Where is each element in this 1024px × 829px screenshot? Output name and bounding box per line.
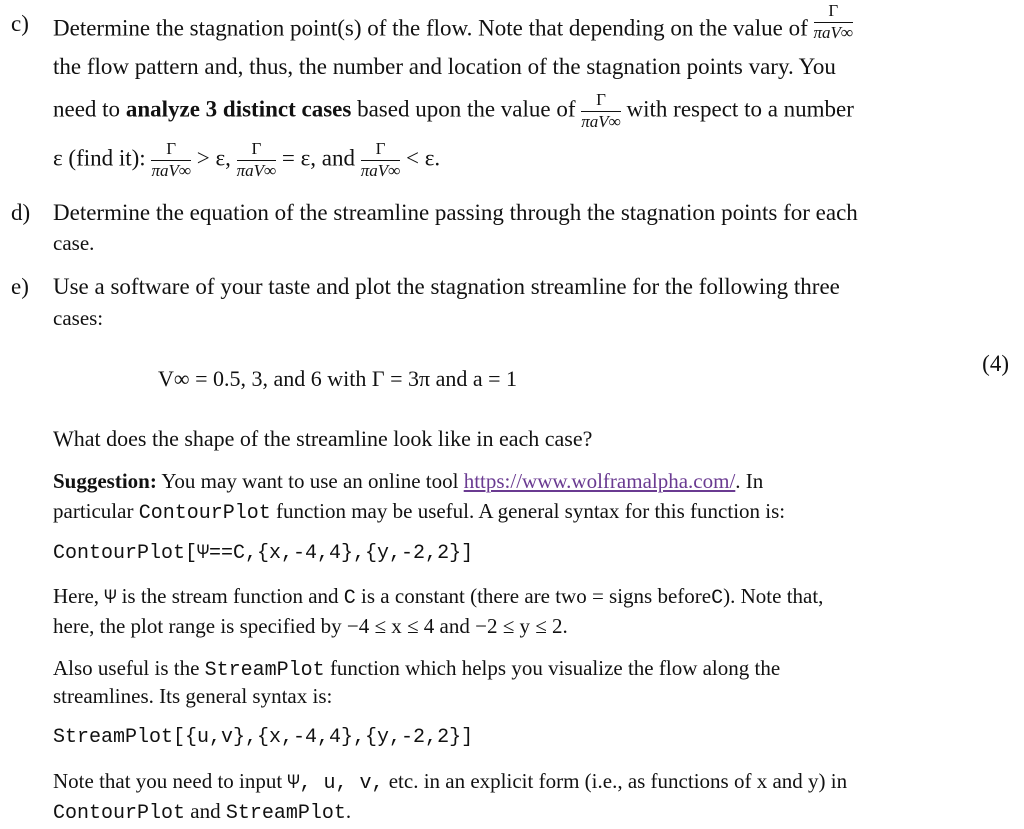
item-c-line-2: the flow pattern and, thus, the number and location of the stagnation points vary. You xyxy=(53,54,836,79)
item-e-label: e) xyxy=(11,274,29,299)
streamplot-code: StreamPlot xyxy=(225,802,346,825)
item-c-line-3: need to analyze 3 distinct cases based upon the value of $\frac{\Gamma}{\text{πaV∞}}$ with respect to a number xyxy=(53,90,854,131)
gamma-fraction: $\frac{\Gamma}{\text{πaV∞}}$ xyxy=(151,139,191,180)
gamma-fraction: $\frac{\Gamma}{\text{πaV∞}}$ xyxy=(813,1,854,42)
note-line: Note that you need to input Ψ, u, v, etc. in an explicit form (i.e., as functions of x and y) in xyxy=(53,769,848,795)
item-e-line-1: Use a software of your taste and plot the stagnation streamline for the following three xyxy=(53,274,840,299)
note-variables: Ψ, u, v, xyxy=(287,772,384,795)
item-d-line-1: Determine the equation of the streamline passing through the stagnation points for each xyxy=(53,200,858,225)
item-c-label: c) xyxy=(11,11,29,36)
plot-range-line: here, the plot range is specified by −4 ≤ x ≤ 4 and −2 ≤ y ≤ 2. xyxy=(53,614,568,638)
streamplot-code: StreamPlot xyxy=(204,659,325,682)
wolframalpha-link[interactable]: https://www.wolframalpha.com/ xyxy=(463,469,736,493)
gamma-fraction: $\frac{\Gamma}{\text{πaV∞}}$ xyxy=(581,90,621,131)
item-e-line-2: cases: xyxy=(53,306,104,330)
also-line: Also useful is the StreamPlot function which helps you visualize the flow along the xyxy=(53,656,781,682)
psi-symbol: Ψ xyxy=(104,587,117,610)
here-line: Here, Ψ is the stream function and C is a constant (there are two = signs beforeC). Note that, xyxy=(53,584,824,610)
suggestion-line: Suggestion: You may want to use an online tool https://www.wolframalpha.com/. In xyxy=(53,469,764,493)
item-d-line-2: case. xyxy=(53,231,95,255)
question-text: What does the shape of the streamline look like in each case? xyxy=(53,426,593,451)
item-c-line-1: Determine the stagnation point(s) of the flow. Note that depending on the value of $\frac{\Gamma}{\text{πaV∞}}$ xyxy=(53,1,854,42)
particular-line: particular ContourPlot function may be useful. A general syntax for this function is: xyxy=(53,499,786,525)
c-constant: C xyxy=(343,587,356,610)
equation: V∞ = 0.5, 3, and 6 with Γ = 3π and a = 1 xyxy=(158,366,518,391)
also-line-2: streamlines. Its general syntax is: xyxy=(53,684,333,708)
note-line-2: ContourPlot and StreamPlot. xyxy=(53,799,352,825)
contourplot-code: ContourPlot xyxy=(53,802,186,825)
contourplot-code: ContourPlot xyxy=(138,502,271,525)
item-d-label: d) xyxy=(11,200,31,225)
gamma-fraction: $\frac{\Gamma}{\text{πaV∞}}$ xyxy=(236,139,277,180)
item-c-line-4: ε (find it): $\frac{\Gamma}{\text{πaV∞}}$ > ε, $\frac{\Gamma}{\text{πaV∞}}$ = ε, and $\frac{\Gamma}{\text{πaV∞}}$ < ε. xyxy=(53,139,441,180)
equation-number: (4) xyxy=(982,351,1009,376)
gamma-fraction: $\frac{\Gamma}{\text{πaV∞}}$ xyxy=(360,139,401,180)
c-constant: C xyxy=(711,587,724,610)
contourplot-syntax: ContourPlot[Ψ==C,{x,-4,4},{y,-2,2}] xyxy=(53,542,474,565)
streamplot-syntax: StreamPlot[{u,v},{x,-4,4},{y,-2,2}] xyxy=(53,726,474,749)
suggestion-label: Suggestion: xyxy=(53,469,157,493)
